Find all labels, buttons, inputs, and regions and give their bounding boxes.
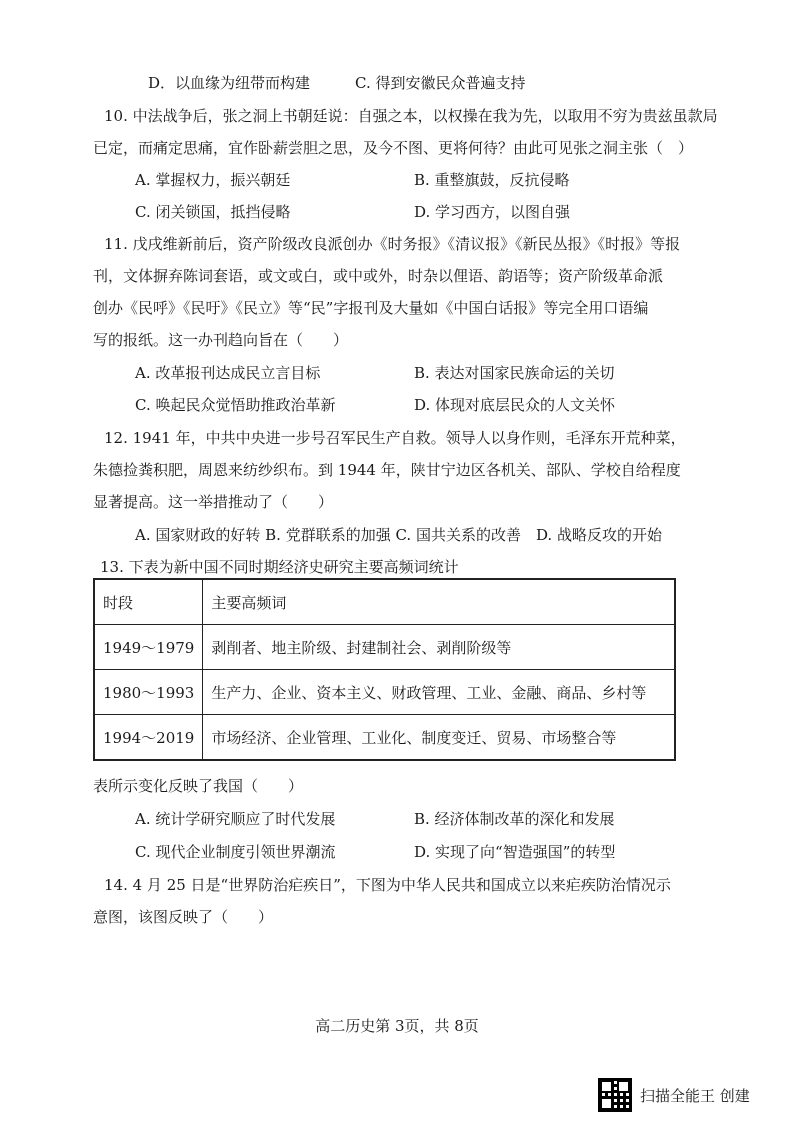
q10-option-a: A. 掌握权力，振兴朝廷 bbox=[135, 171, 291, 189]
q11-stem-line2: 刊，文体摒弃陈词套语，或文或白，或中或外，时杂以俚语、韵语等；资产阶级革命派 bbox=[93, 267, 664, 285]
q13-stem: 13. 下表为新中国不同时期经济史研究主要高频词统计 bbox=[100, 558, 459, 576]
page-footer: 高二历史第 3页，共 8页 bbox=[315, 1017, 479, 1035]
q10-stem-line2: 已定，而痛定思痛，宜作卧薪尝胆之思，及今不图、更将何待？由此可见张之洞主张（ ） bbox=[93, 139, 694, 157]
q10-option-d: D. 学习西方，以图自强 bbox=[414, 203, 571, 221]
q10-option-b: B. 重整旗鼓，反抗侵略 bbox=[414, 171, 570, 189]
table-header-row bbox=[94, 579, 675, 625]
q9-option-d: D．以血缘为纽带而构建 bbox=[148, 74, 311, 92]
q9-option-c: C. 得到安徽民众普遍支持 bbox=[355, 74, 526, 92]
q13-option-d: D. 实现了向“智造强国”的转型 bbox=[414, 843, 616, 861]
q11-stem-line4: 写的报纸。这一办刊趋向旨在（ ） bbox=[93, 331, 349, 349]
scanner-watermark bbox=[598, 1079, 750, 1111]
q13-after-text: 表所示变化反映了我国（ ） bbox=[93, 777, 304, 795]
q12-stem-line3: 显著提高。这一举措推动了（ ） bbox=[93, 493, 334, 511]
q14-stem-line2: 意图，该图反映了（ ） bbox=[93, 908, 274, 926]
scanner-label: 扫描全能王 创建 bbox=[640, 1086, 750, 1105]
table-cell: 生产力、企业、资本主义、财政管理、工业、金融、商品、乡村等 bbox=[203, 670, 675, 715]
q11-option-a: A. 改革报刊达成民立言目标 bbox=[135, 364, 321, 382]
q11-stem-line1: 11. 戊戌维新前后，资产阶级改良派创办《时务报》《清议报》《新民丛报》《时报》等报 bbox=[104, 235, 681, 253]
table-row bbox=[94, 670, 675, 715]
q12-stem-line2: 朱德捡粪积肥，周恩来纺纱织布。到 1944 年，陕甘宁边区各机关、部队、学校自给程度 bbox=[93, 461, 681, 479]
q12-stem-line1: 12. 1941 年，中共中央进一步号召军民生产自救。领导人以身作则，毛泽东开荒种菜， bbox=[104, 429, 686, 447]
table-row bbox=[94, 625, 675, 670]
q11-option-c: C. 唤起民众觉悟助推政治革新 bbox=[135, 396, 336, 414]
qr-code-icon bbox=[598, 1078, 632, 1112]
q13-option-a: A. 统计学研究顺应了时代发展 bbox=[135, 810, 336, 828]
table-row bbox=[94, 715, 675, 761]
q10-option-c: C. 闭关锁国，抵挡侵略 bbox=[135, 203, 291, 221]
table-cell: 市场经济、企业管理、工业化、制度变迁、贸易、市场整合等 bbox=[203, 715, 675, 761]
q12-options: A. 国家财政的好转 B. 党群联系的加强 C. 国共关系的改善 D. 战略反攻的开始 bbox=[135, 526, 662, 544]
q13-option-c: C. 现代企业制度引领世界潮流 bbox=[135, 843, 336, 861]
table-cell: 1980～1993 bbox=[94, 670, 203, 715]
table-cell: 1949～1979 bbox=[94, 625, 203, 670]
table-cell: 1994～2019 bbox=[94, 715, 203, 761]
table-header-cell: 主要高频词 bbox=[203, 579, 675, 625]
q11-stem-line3: 创办《民呼》《民吁》《民立》等“民”字报刊及大量如《中国白话报》等完全用口语编 bbox=[93, 299, 649, 317]
q10-stem-line1: 10. 中法战争后，张之洞上书朝廷说：自强之本，以权操在我为先，以取用不穷为贵兹虽款局 bbox=[104, 107, 718, 125]
q11-option-b: B. 表达对国家民族命运的关切 bbox=[414, 364, 615, 382]
q13-option-b: B. 经济体制改革的深化和发展 bbox=[414, 810, 615, 828]
table-header-cell: 时段 bbox=[94, 579, 203, 625]
table-cell: 剥削者、地主阶级、封建制社会、剥削阶级等 bbox=[203, 625, 675, 670]
q14-stem-line1: 14. 4 月 25 日是“世界防治疟疾日”，下图为中华人民共和国成立以来疟疾防治情况示 bbox=[104, 876, 671, 894]
q13-table bbox=[93, 578, 676, 761]
q11-option-d: D. 体现对底层民众的人文关怀 bbox=[414, 396, 616, 414]
